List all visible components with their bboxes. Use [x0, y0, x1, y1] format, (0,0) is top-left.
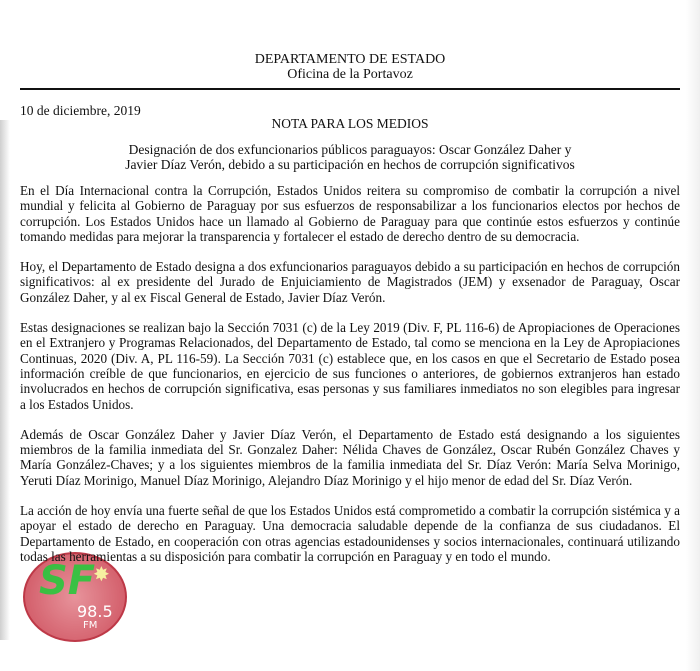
paragraph: Además de Oscar González Daher y Javier Díaz Verón, el Departamento de Estado está designando a los siguientes miembros de la familia inmediata del Sr. Gonzalez Daher: Nélida Chaves de González, Oscar Rubén González Chaves y María González-Chaves; y a los siguientes miembros de la familia inmediata del Sr. Díaz Verón: María Selva Morinigo, Yeruti Díaz Morinigo, Manuel Díaz Morinigo, Alejandro Díaz Morinigo y el hijo menor de edad del Sr. Díaz Verón. [20, 426, 680, 488]
radio-station-watermark-logo [23, 552, 127, 642]
page-shadow-left [0, 120, 10, 640]
paragraph: En el Día Internacional contra la Corrupción, Estados Unidos reitera su compromiso de combatir la corrupción a nivel mundial y felicita al Gobierno de Paraguay por sus esfuerzos de responsabilizar a los funcionarios electos por hechos de corrupción. Los Estados Unidos hace un llamado al Gobierno de Paraguay para que continúe estos esfuerzos y continúe tomando medidas para mejorar la transparencia y fortalecer el estado de derecho dentro de su democracia. [20, 183, 680, 244]
press-release-document [20, 52, 680, 564]
paragraph: Hoy, el Departamento de Estado designa a dos exfuncionarios paraguayos debido a su participación en hechos de corrupción significativos: al ex presidente del Jurado de Enjuiciamiento de Magistrados (JEM) y exsenador de Paraguay, Oscar González Daher, y al ex Fiscal General de Estado, Javier Díaz Verón. [20, 259, 680, 305]
paragraph: La acción de hoy envía una fuerte señal de que los Estados Unidos está comprometido a combatir la corrupción sistémica y a apoyar el estado de derecho en Paraguay. Una democracia saludable depende de la confianza de sus ciudadanos. El Departamento de Estado, en cooperación con otras agencias estadounidenses y socios internacionales, continuará utilizando todas las herramientas a su disposición para combatir la corrupción en Paraguay y en todo el mundo. [20, 503, 680, 564]
logo-band: FM [83, 620, 98, 631]
department-name: DEPARTAMENTO DE ESTADO [254, 52, 446, 67]
paragraph: Estas designaciones se realizan bajo la Sección 7031 (c) de la Ley 2019 (Div. F, PL 116-6) de Apropiaciones de Operaciones en el Extranjero y Programas Relacionados, del Departamento de Estado, tal como se menciona en la Ley de Apropiaciones Continuas, 2020 (Div. A, PL 116-59). La Sección 7031 (c) establece que, en los casos en que el Secretario de Estado posea información creíble de que funcionarios, en ejercicio de sus funciones o anteriores, de gobiernos extranjeros han estado involucrados en hechos de corrupción significativa, esas personas y sus familiares inmediatos no son elegibles para ingresar a los Estados Unidos. [20, 320, 680, 412]
document-date: 10 de diciembre, 2019 [20, 103, 141, 118]
office-name: Oficina de la Portavoz [287, 67, 413, 82]
page-shadow-right [686, 0, 700, 671]
sun-icon: ✸ [93, 564, 110, 586]
logo-frequency: 98.5 [77, 602, 113, 621]
header-divider [20, 88, 680, 90]
subject-line-2: Javier Díaz Verón, debido a su participación en hechos de corrupción significativos [125, 157, 575, 172]
subject-line-1: Designación de dos exfuncionarios públicos paraguayos: Oscar González Daher y [128, 142, 572, 157]
document-title: NOTA PARA LOS MEDIOS [271, 116, 429, 131]
logo-letters: SF [39, 558, 96, 604]
